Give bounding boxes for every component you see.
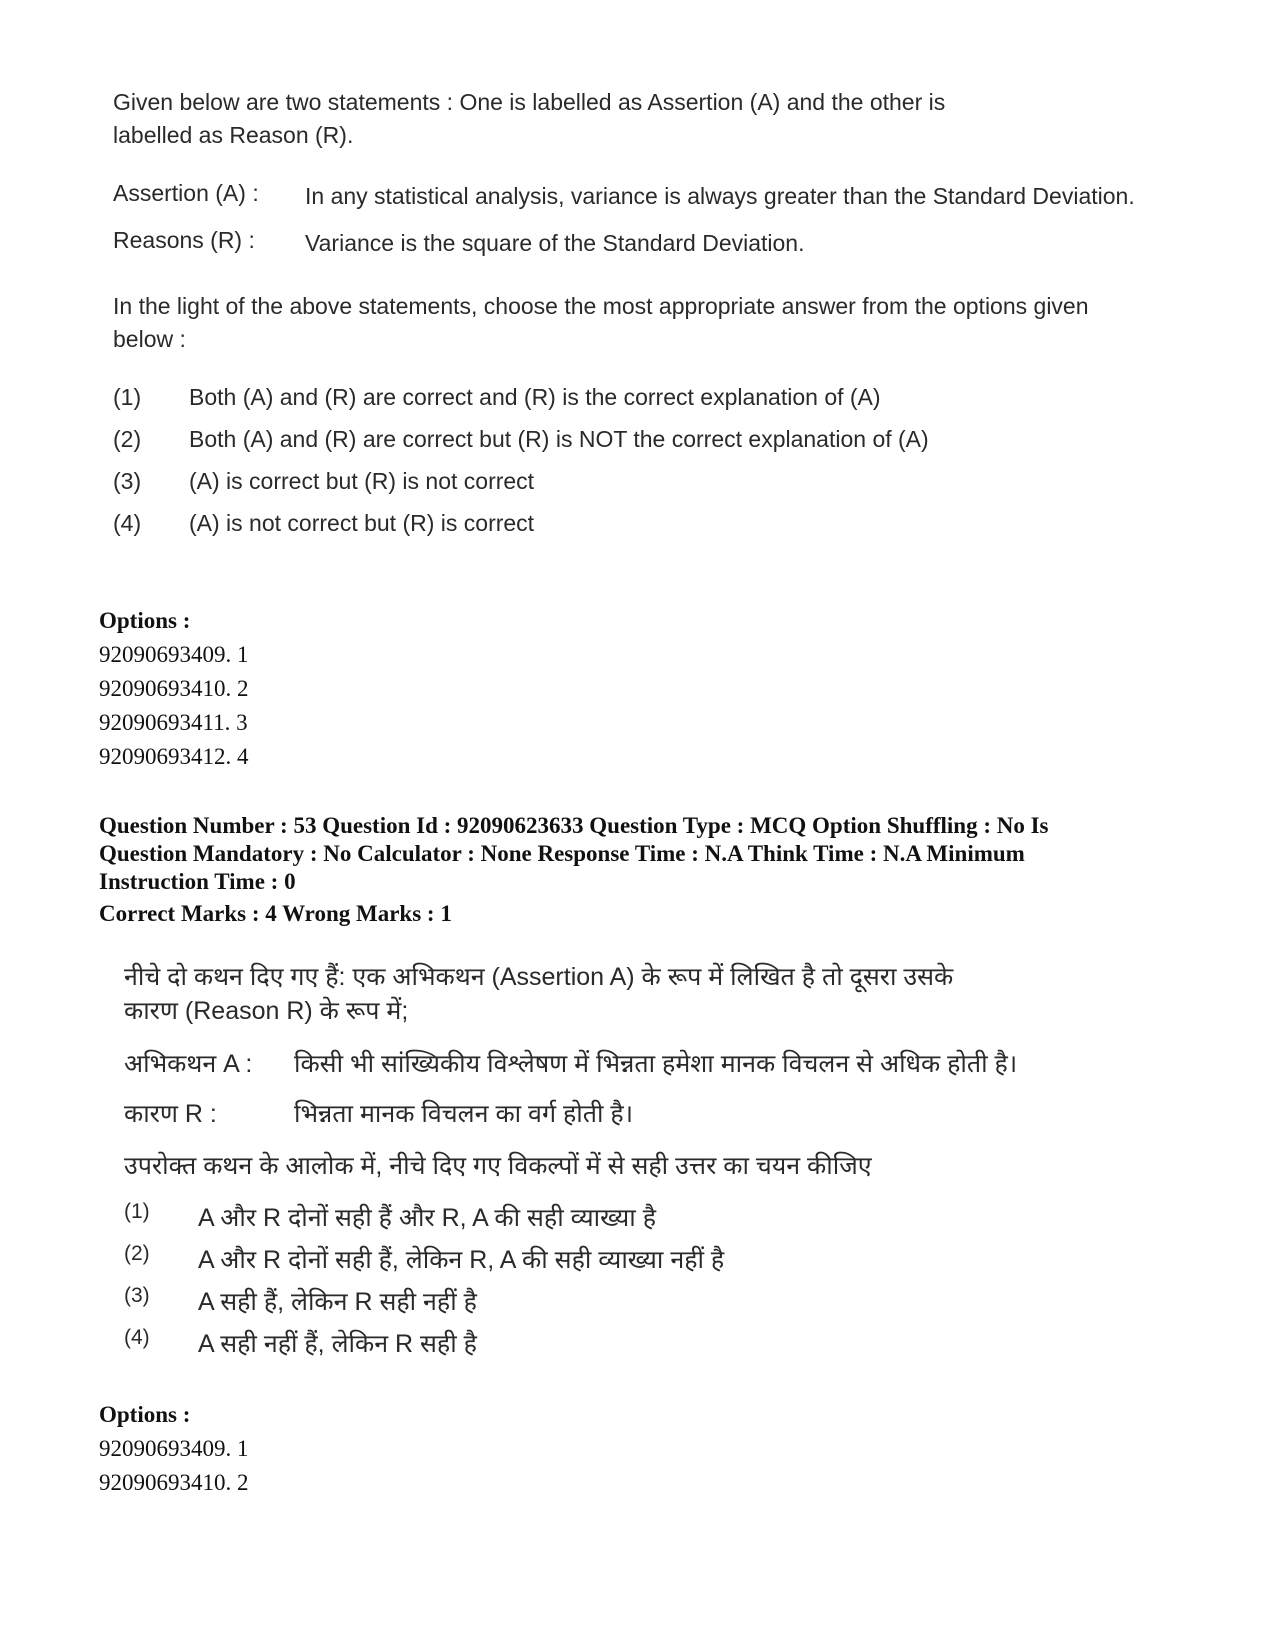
choice-item	[124, 1326, 1144, 1368]
reason-row	[113, 227, 1153, 260]
reason-text: भिन्नता मानक विचलन का वर्ग होती है।	[294, 1100, 634, 1128]
assertion-row	[124, 1046, 1144, 1096]
options-heading: Options :	[99, 608, 191, 633]
choice-number: (1)	[124, 1200, 150, 1223]
choice-number: (3)	[124, 1284, 150, 1307]
options-block	[99, 604, 249, 774]
question-instruction: In the light of the above statements, choose the most appropriate answer from the options given below :	[113, 293, 1089, 352]
question-intro: Given below are two statements : One is labelled as Assertion (A) and the other is labelled as Reason (R).	[113, 89, 946, 148]
choice-item	[124, 1242, 1144, 1284]
choice-text: A और R दोनों सही हैं, लेकिन R, A की सही व्याख्या नहीं है	[198, 1246, 725, 1274]
option-id-item: 92090693411. 3	[99, 710, 248, 735]
assertion-row	[113, 180, 1153, 213]
choice-text: A सही हैं, लेकिन R सही नहीं है	[198, 1288, 477, 1316]
assertion-text: In any statistical analysis, variance is always greater than the Standard Deviation.	[305, 183, 1135, 209]
question-intro	[124, 960, 1144, 1028]
answer-choices	[124, 1200, 1144, 1368]
question-intro-line: कारण (Reason R) के रूप में;	[124, 997, 409, 1025]
reason-row	[124, 1096, 1144, 1148]
assertion-label: अभिकथन A :	[124, 1050, 253, 1078]
choice-item	[113, 468, 1153, 510]
question-meta-line: Instruction Time : 0	[99, 869, 296, 894]
choice-number: (2)	[124, 1242, 150, 1265]
question-instruction: उपरोक्त कथन के आलोक में, नीचे दिए गए विकल्पों में से सही उत्तर का चयन कीजिए	[124, 1152, 872, 1180]
assertion-text: किसी भी सांख्यिकीय विश्लेषण में भिन्नता हमेशा मानक विचलन से अधिक होती है।	[294, 1050, 1018, 1078]
choice-number: (3)	[113, 468, 142, 494]
choice-item	[124, 1200, 1144, 1242]
option-id-item: 92090693410. 2	[99, 1470, 249, 1495]
options-list	[99, 638, 249, 774]
choice-text: (A) is correct but (R) is not correct	[189, 468, 535, 494]
english-question-block	[113, 86, 1153, 552]
choice-text: A सही नहीं हैं, लेकिन R सही है	[198, 1330, 477, 1358]
reason-label: Reasons (R) :	[113, 227, 255, 253]
choice-item	[113, 384, 1153, 426]
choice-item	[124, 1284, 1144, 1326]
choice-number: (4)	[113, 510, 142, 536]
choice-text: A और R दोनों सही हैं और R, A की सही व्याख्या है	[198, 1204, 656, 1232]
question-meta	[99, 812, 1179, 928]
choice-number: (4)	[124, 1326, 150, 1349]
reason-text: Variance is the square of the Standard Deviation.	[305, 230, 805, 256]
marks-line: Correct Marks : 4 Wrong Marks : 1	[99, 901, 452, 926]
question-meta-line: Question Mandatory : No Calculator : None Response Time : N.A Think Time : N.A Minimum	[99, 841, 1025, 866]
option-id-item: 92090693412. 4	[99, 744, 249, 769]
option-id-item: 92090693409. 1	[99, 642, 249, 667]
hindi-question-block	[124, 960, 1144, 1368]
choice-text: Both (A) and (R) are correct and (R) is the correct explanation of (A)	[189, 384, 881, 410]
option-id-item: 92090693409. 1	[99, 1436, 249, 1461]
options-block	[99, 1398, 249, 1500]
options-list	[99, 1432, 249, 1500]
assertion-label: Assertion (A) :	[113, 180, 259, 206]
choice-item	[113, 426, 1153, 468]
options-heading: Options :	[99, 1402, 191, 1427]
option-id-item: 92090693410. 2	[99, 676, 249, 701]
question-intro-line: नीचे दो कथन दिए गए हैं: एक अभिकथन (Assertion A) के रूप में लिखित है तो दूसरा उसके	[124, 963, 954, 991]
choice-text: (A) is not correct but (R) is correct	[189, 510, 535, 536]
choice-text: Both (A) and (R) are correct but (R) is NOT the correct explanation of (A)	[189, 426, 929, 452]
reason-label: कारण R :	[124, 1100, 217, 1128]
choice-number: (1)	[113, 384, 142, 410]
choice-number: (2)	[113, 426, 142, 452]
choice-item	[113, 510, 1153, 552]
answer-choices	[113, 384, 1153, 552]
question-meta-line: Question Number : 53 Question Id : 92090623633 Question Type : MCQ Option Shuffling : No Is	[99, 813, 1049, 838]
